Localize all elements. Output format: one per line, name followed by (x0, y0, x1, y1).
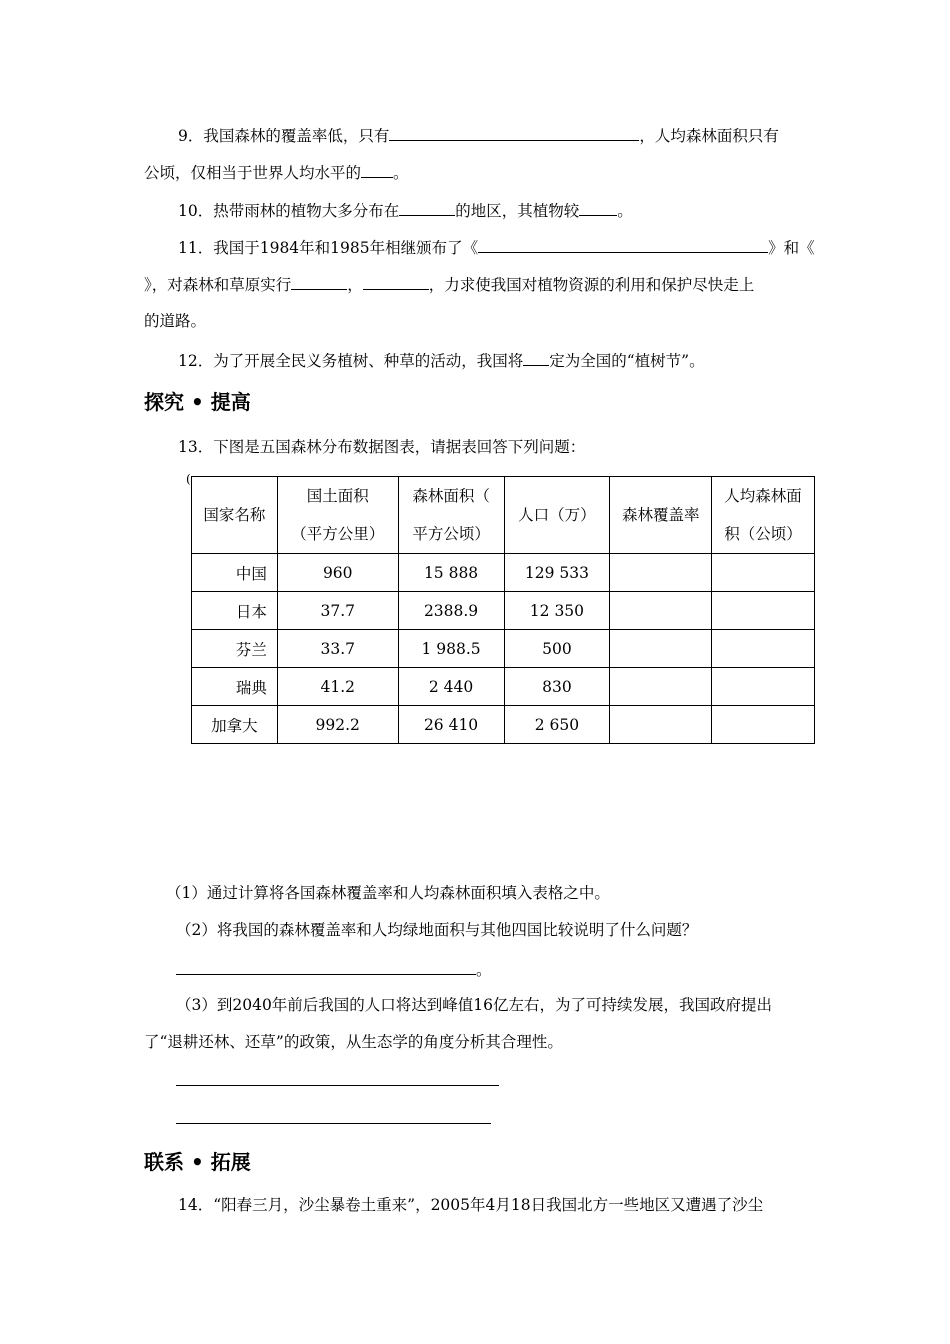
cell-per-capita-empty[interactable] (712, 554, 815, 592)
q10-text-c: 。 (617, 202, 633, 220)
header-population: 人口（万） (504, 477, 610, 554)
q10-text-a: 10．热带雨林的植物大多分布在 (178, 202, 400, 220)
cell-per-capita-empty[interactable] (712, 592, 815, 630)
cell-coverage-empty[interactable] (610, 554, 712, 592)
q10-blank-1[interactable] (399, 198, 455, 216)
cell-forest-area: 15 888 (398, 554, 504, 592)
cell-population: 129 533 (504, 554, 610, 592)
q12-blank[interactable] (523, 348, 549, 366)
header-coverage: 森林覆盖率 (610, 477, 712, 554)
q11-text-a: 11．我国于1984年和1985年相继颁布了《 (178, 239, 479, 257)
cell-coverage-empty[interactable] (610, 592, 712, 630)
q11-blank-1[interactable] (478, 235, 768, 253)
header-per-capita: 人均森林面 积（公顷） (712, 477, 815, 554)
header-land-area: 国土面积 （平方公里） (277, 477, 398, 554)
section-heading-explore: 探究 • 提高 (144, 390, 251, 414)
q9-text-a: 9．我国森林的覆盖率低，只有 (178, 127, 390, 145)
q13-sub3-answer-line-1[interactable] (176, 1085, 499, 1086)
table-header-row (192, 477, 815, 554)
q11-text-d: ， (347, 276, 363, 294)
q12-text-b: 定为全国的“植树节”。 (549, 352, 705, 370)
cell-forest-area: 26 410 (398, 706, 504, 744)
q11-line1 (178, 235, 815, 259)
cell-population: 500 (504, 630, 610, 668)
cell-country: 中国 (192, 554, 278, 592)
cell-forest-area: 1 988.5 (398, 630, 504, 668)
cell-population: 830 (504, 668, 610, 706)
q9-blank-2[interactable] (361, 160, 393, 178)
q9-text-c: 公顷，仅相当于世界人均水平的 (144, 164, 362, 182)
cell-per-capita-empty[interactable] (712, 630, 815, 668)
q13-sub2-blank[interactable] (176, 957, 476, 975)
cell-coverage-empty[interactable] (610, 630, 712, 668)
cell-country: 芬兰 (192, 630, 278, 668)
cell-land-area: 960 (277, 554, 398, 592)
header-forest-area: 森林面积（ 平方公顷） (398, 477, 504, 554)
table-row (192, 706, 815, 744)
header-country: 国家名称 (192, 477, 278, 554)
q13-sub3-line2: 了“退耕还林、还草”的政策，从生态学的角度分析其合理性。 (144, 1033, 563, 1051)
cell-country: 日本 (192, 592, 278, 630)
section-heading-extend: 联系 • 拓展 (144, 1150, 251, 1174)
cell-land-area: 37.7 (277, 592, 398, 630)
q13-stray-mark: ( (186, 472, 191, 486)
table-row (192, 668, 815, 706)
q11-blank-2[interactable] (291, 272, 347, 290)
q11-line2 (144, 272, 754, 296)
cell-per-capita-empty[interactable] (712, 668, 815, 706)
cell-forest-area: 2388.9 (398, 592, 504, 630)
q13-sub2: （2）将我国的森林覆盖率和人均绿地面积与其他四国比较说明了什么问题？ (176, 921, 698, 939)
cell-land-area: 41.2 (277, 668, 398, 706)
cell-per-capita-empty[interactable] (712, 706, 815, 744)
q14-line1: 14．“阳春三月，沙尘暴卷土重来”，2005年4月18日我国北方一些地区又遭遇了沙尘 (178, 1196, 764, 1214)
q11-text-e: ，力求使我国对植物资源的利用和保护尽快走上 (428, 276, 755, 294)
cell-coverage-empty[interactable] (610, 668, 712, 706)
q13-intro: 13．下图是五国森林分布数据图表，请据表回答下列问题： (178, 438, 586, 456)
cell-coverage-empty[interactable] (610, 706, 712, 744)
q12-line (178, 348, 705, 372)
q10-text-b: 的地区，其植物较 (455, 202, 580, 220)
q9-line1 (178, 123, 779, 147)
q11-text-b: 》和《 (768, 239, 815, 257)
q13-sub3-answer-line-2[interactable] (176, 1123, 491, 1124)
q11-text-c: 》，对森林和草原实行 (144, 276, 292, 294)
table-row (192, 630, 815, 668)
table-row (192, 592, 815, 630)
cell-land-area: 33.7 (277, 630, 398, 668)
q10-blank-2[interactable] (579, 198, 617, 216)
q11-blank-3[interactable] (363, 272, 429, 290)
table-row (192, 554, 815, 592)
cell-population: 12 350 (504, 592, 610, 630)
forest-data-table (191, 476, 815, 744)
q10-line (178, 198, 633, 222)
q13-sub1: （1）通过计算将各国森林覆盖率和人均森林面积填入表格之中。 (166, 884, 610, 902)
q9-text-b: ，人均森林面积只有 (639, 127, 779, 145)
q9-text-d: 。 (393, 164, 409, 182)
cell-forest-area: 2 440 (398, 668, 504, 706)
q13-sub2-answer (176, 957, 492, 981)
cell-land-area: 992.2 (277, 706, 398, 744)
q13-sub3-line1: （3）到2040年前后我国的人口将达到峰值16亿左右，为了可持续发展，我国政府提出 (176, 996, 773, 1014)
q9-line2 (144, 160, 409, 184)
cell-country: 加拿大 (192, 706, 278, 744)
q9-blank-1[interactable] (389, 123, 639, 141)
cell-country: 瑞典 (192, 668, 278, 706)
q13-sub2-end: 。 (476, 961, 492, 979)
q11-line3: 的道路。 (144, 312, 207, 330)
cell-population: 2 650 (504, 706, 610, 744)
q12-text-a: 12．为了开展全民义务植树、种草的活动，我国将 (178, 352, 524, 370)
